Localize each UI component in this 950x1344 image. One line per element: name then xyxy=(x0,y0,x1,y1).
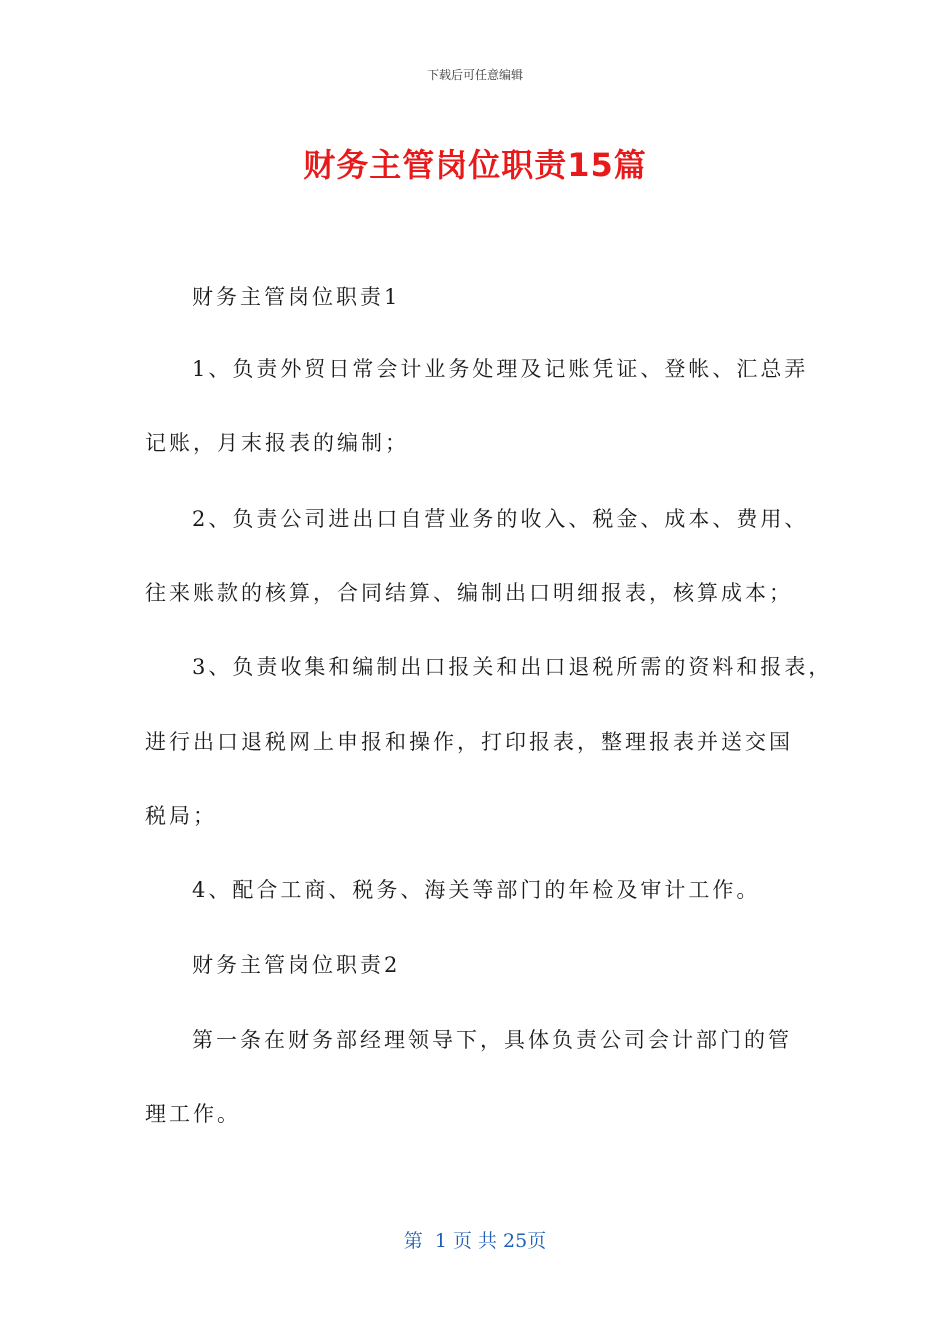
section2-heading: 财务主管岗位职责2 xyxy=(192,953,401,977)
article1-line1: 第一条在财务部经理领导下，具体负责公司会计部门的管 xyxy=(192,1028,792,1052)
item1-line2: 记账，月末报表的编制； xyxy=(145,431,409,455)
item3-line3: 税局； xyxy=(145,804,217,828)
item3-line1: 3、负责收集和编制出口报关和出口退税所需的资料和报表， xyxy=(192,655,833,679)
item3-line2: 进行出口退税网上申报和操作，打印报表，整理报表并送交国 xyxy=(145,730,793,754)
page-number-footer: 第 1 页 共 25页 xyxy=(403,1230,547,1252)
section1-heading: 财务主管岗位职责1 xyxy=(192,285,401,309)
article1-line2: 理工作。 xyxy=(145,1102,241,1126)
header-note: 下载后可任意编辑 xyxy=(426,68,523,82)
item4-line1: 4、配合工商、税务、海关等部门的年检及审计工作。 xyxy=(192,878,761,902)
document-title: 财务主管岗位职责15篇 xyxy=(303,146,647,184)
item2-line2: 往来账款的核算，合同结算、编制出口明细报表，核算成本； xyxy=(145,581,793,605)
item2-line1: 2、负责公司进出口自营业务的收入、税金、成本、费用、 xyxy=(192,507,809,531)
item1-line1: 1、负责外贸日常会计业务处理及记账凭证、登帐、汇总弄 xyxy=(192,357,809,381)
